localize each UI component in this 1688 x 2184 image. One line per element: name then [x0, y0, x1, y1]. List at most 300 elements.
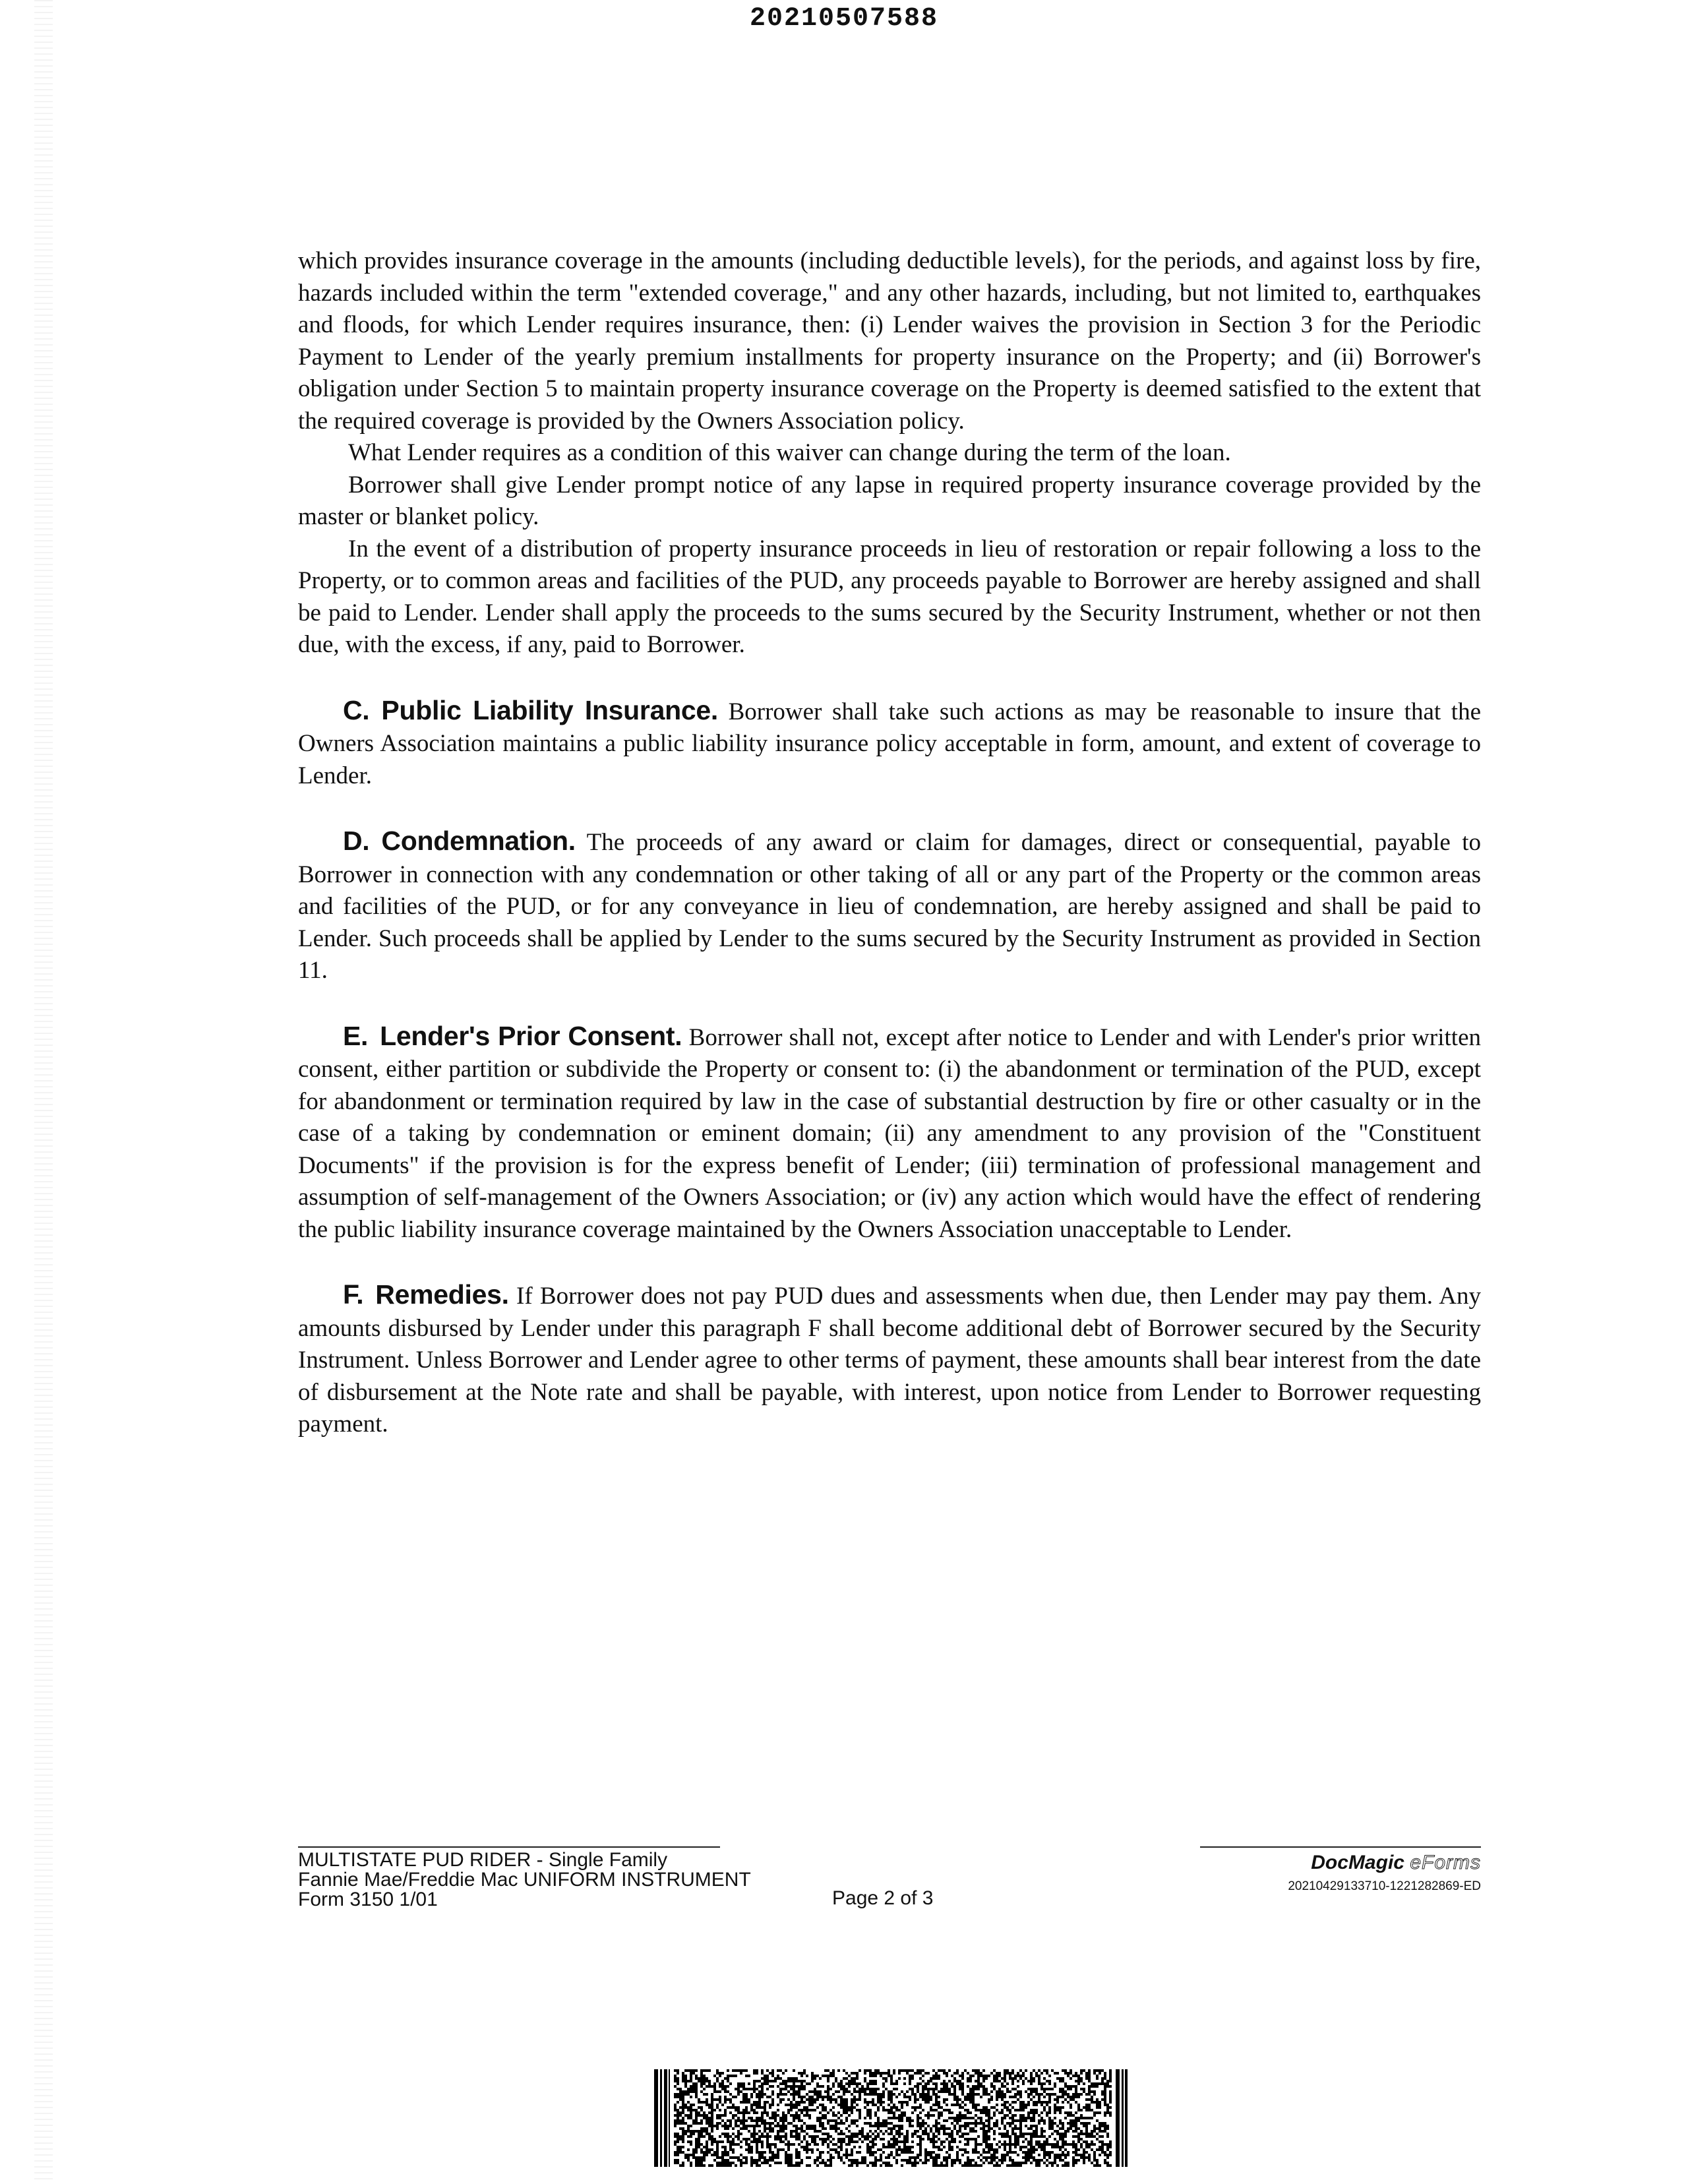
barcode-module: [758, 2135, 761, 2138]
barcode-module: [700, 2075, 703, 2077]
barcode-module: [750, 2162, 753, 2164]
barcode-module: [1072, 2085, 1075, 2088]
barcode-module: [853, 2096, 856, 2098]
barcode-module: [1046, 2159, 1048, 2162]
barcode-module: [961, 2093, 964, 2096]
barcode-module: [687, 2101, 690, 2104]
barcode-module: [980, 2111, 982, 2114]
barcode-module: [998, 2080, 1001, 2082]
barcode-module: [1067, 2101, 1070, 2104]
barcode-module: [930, 2096, 932, 2098]
barcode-module: [808, 2143, 811, 2146]
barcode-module: [893, 2156, 895, 2159]
barcode-module: [771, 2085, 774, 2088]
barcode-module: [903, 2135, 906, 2138]
barcode-module: [1033, 2088, 1035, 2090]
barcode-module: [716, 2106, 719, 2109]
barcode-module: [1088, 2154, 1091, 2156]
barcode-module: [690, 2125, 692, 2127]
barcode-module: [735, 2069, 737, 2072]
barcode-module: [1043, 2101, 1046, 2104]
barcode-module: [724, 2096, 727, 2098]
barcode-module: [682, 2146, 684, 2148]
barcode-module: [914, 2093, 917, 2096]
barcode-module: [835, 2119, 837, 2122]
barcode-module: [930, 2098, 932, 2101]
barcode-module: [824, 2162, 827, 2164]
barcode-module: [848, 2080, 851, 2082]
barcode-module: [764, 2156, 766, 2159]
barcode-module: [695, 2111, 698, 2114]
barcode-module: [1088, 2080, 1091, 2082]
barcode-module: [853, 2122, 856, 2125]
barcode-module: [866, 2109, 869, 2111]
barcode-module: [753, 2111, 756, 2114]
barcode-module: [888, 2133, 890, 2135]
barcode-module: [843, 2138, 845, 2140]
barcode-module: [1022, 2114, 1025, 2117]
barcode-module: [880, 2096, 882, 2098]
barcode-module: [732, 2114, 735, 2117]
barcode-module: [853, 2082, 856, 2085]
barcode-module: [795, 2125, 798, 2127]
barcode-module: [769, 2146, 771, 2148]
barcode-module: [808, 2104, 811, 2106]
barcode-module: [835, 2148, 837, 2151]
barcode-module: [869, 2111, 872, 2114]
barcode-module: [1006, 2130, 1009, 2133]
barcode-module: [1075, 2122, 1077, 2125]
barcode-module: [1062, 2135, 1064, 2138]
barcode-module: [1051, 2088, 1054, 2090]
barcode-module: [975, 2122, 977, 2125]
barcode-module: [982, 2069, 985, 2072]
barcode-module: [771, 2130, 774, 2133]
barcode-module: [988, 2127, 990, 2130]
barcode-module: [1080, 2109, 1083, 2111]
barcode-module: [785, 2151, 787, 2154]
barcode-module: [800, 2127, 803, 2130]
barcode-module: [682, 2098, 684, 2101]
barcode-module: [1019, 2117, 1022, 2119]
barcode-module: [972, 2164, 975, 2167]
barcode-module: [866, 2164, 869, 2167]
barcode-module: [698, 2111, 700, 2114]
barcode-module: [1017, 2098, 1019, 2101]
barcode-module: [872, 2098, 874, 2101]
barcode-module: [782, 2114, 785, 2117]
barcode-module: [922, 2125, 924, 2127]
barcode-module: [977, 2122, 980, 2125]
barcode-module: [719, 2082, 721, 2085]
barcode-module: [1091, 2133, 1093, 2135]
barcode-module: [1004, 2085, 1006, 2088]
barcode-module: [1054, 2109, 1056, 2111]
barcode-module: [961, 2090, 964, 2093]
barcode-module: [748, 2117, 750, 2119]
barcode-module: [1033, 2111, 1035, 2114]
barcode-module: [729, 2119, 732, 2122]
barcode-module: [1048, 2122, 1051, 2125]
barcode-module: [682, 2093, 684, 2096]
barcode-module: [901, 2119, 903, 2122]
barcode-module: [740, 2082, 742, 2085]
barcode-module: [787, 2162, 790, 2164]
barcode-module: [687, 2125, 690, 2127]
barcode-module: [985, 2093, 988, 2096]
barcode-module: [856, 2119, 859, 2122]
barcode-module: [1025, 2104, 1027, 2106]
section-letter: E.: [343, 1020, 369, 1051]
barcode-module: [790, 2093, 793, 2096]
barcode-module: [980, 2154, 982, 2156]
barcode-module: [1054, 2138, 1056, 2140]
barcode-module: [851, 2140, 853, 2143]
barcode-module: [877, 2106, 880, 2109]
barcode-module: [690, 2164, 692, 2167]
barcode-module: [996, 2125, 998, 2127]
barcode-module: [893, 2114, 895, 2117]
barcode-module: [1004, 2159, 1006, 2162]
barcode-module: [819, 2077, 822, 2080]
barcode-module: [1006, 2082, 1009, 2085]
barcode-module: [724, 2162, 727, 2164]
barcode-module: [935, 2140, 938, 2143]
barcode-module: [872, 2162, 874, 2164]
barcode-module: [869, 2093, 872, 2096]
barcode-module: [798, 2143, 800, 2146]
barcode-module: [769, 2148, 771, 2151]
barcode-module: [758, 2159, 761, 2162]
barcode-module: [1091, 2101, 1093, 2104]
barcode-module: [972, 2106, 975, 2109]
barcode-module: [774, 2125, 777, 2127]
barcode-module: [874, 2082, 877, 2085]
barcode-module: [1035, 2104, 1038, 2106]
barcode-module: [761, 2162, 764, 2164]
barcode-module: [695, 2138, 698, 2140]
barcode-module: [814, 2090, 816, 2093]
barcode-module: [888, 2093, 890, 2096]
barcode-module: [903, 2077, 906, 2080]
barcode-module: [864, 2080, 866, 2082]
barcode-module: [777, 2077, 779, 2080]
barcode-module: [785, 2093, 787, 2096]
barcode-module: [885, 2125, 888, 2127]
barcode-module: [1072, 2156, 1075, 2159]
barcode-module: [906, 2104, 909, 2106]
barcode-module: [1104, 2093, 1106, 2096]
barcode-module: [816, 2090, 819, 2093]
barcode-module: [1077, 2104, 1080, 2106]
barcode-module: [779, 2069, 782, 2072]
barcode-module: [727, 2162, 729, 2164]
barcode-module: [969, 2088, 972, 2090]
barcode-module: [903, 2138, 906, 2140]
barcode-module: [1001, 2096, 1004, 2098]
barcode-guard-bar: [660, 2069, 662, 2167]
barcode-module: [766, 2133, 769, 2135]
barcode-module: [1040, 2148, 1043, 2151]
barcode-module: [761, 2072, 764, 2075]
barcode-module: [898, 2135, 901, 2138]
barcode-module: [1077, 2159, 1080, 2162]
barcode-module: [674, 2106, 677, 2109]
barcode-module: [774, 2162, 777, 2164]
barcode-module: [1064, 2162, 1067, 2164]
barcode-module: [1067, 2096, 1070, 2098]
barcode-module: [1006, 2114, 1009, 2117]
barcode-module: [890, 2077, 893, 2080]
barcode-module: [938, 2156, 940, 2159]
barcode-module: [795, 2162, 798, 2164]
barcode-module: [906, 2130, 909, 2133]
barcode-module: [1011, 2143, 1014, 2146]
barcode-module: [753, 2162, 756, 2164]
barcode-module: [911, 2069, 914, 2072]
barcode-module: [711, 2114, 713, 2117]
barcode-module: [927, 2125, 930, 2127]
barcode-module: [679, 2151, 682, 2154]
barcode-module: [824, 2164, 827, 2167]
barcode-module: [861, 2140, 864, 2143]
barcode-module: [1017, 2080, 1019, 2082]
barcode-module: [1046, 2151, 1048, 2154]
barcode-module: [967, 2080, 969, 2082]
barcode-module: [885, 2122, 888, 2125]
barcode-module: [1022, 2072, 1025, 2075]
barcode-module: [996, 2093, 998, 2096]
barcode-module: [985, 2111, 988, 2114]
barcode-module: [719, 2072, 721, 2075]
barcode-module: [819, 2096, 822, 2098]
barcode-module: [703, 2130, 706, 2133]
barcode-module: [961, 2148, 964, 2151]
barcode-module: [785, 2114, 787, 2117]
barcode-module: [756, 2119, 758, 2122]
barcode-module: [977, 2117, 980, 2119]
barcode-module: [988, 2075, 990, 2077]
barcode-module: [917, 2119, 919, 2122]
barcode-module: [948, 2080, 951, 2082]
barcode-module: [932, 2164, 935, 2167]
barcode-module: [967, 2111, 969, 2114]
barcode-module: [898, 2069, 901, 2072]
barcode-module: [1001, 2104, 1004, 2106]
barcode-module: [943, 2090, 946, 2093]
barcode-module: [848, 2140, 851, 2143]
barcode-module: [922, 2090, 924, 2093]
barcode-module: [901, 2148, 903, 2151]
barcode-module: [737, 2138, 740, 2140]
barcode-module: [674, 2077, 677, 2080]
barcode-module: [969, 2077, 972, 2080]
barcode-module: [713, 2159, 716, 2162]
barcode-module: [935, 2075, 938, 2077]
barcode-module: [972, 2159, 975, 2162]
barcode-module: [1067, 2085, 1070, 2088]
barcode-module: [882, 2096, 885, 2098]
barcode-module: [782, 2117, 785, 2119]
barcode-module: [1109, 2096, 1112, 2098]
barcode-module: [1085, 2133, 1088, 2135]
barcode-module: [1006, 2143, 1009, 2146]
barcode-module: [872, 2090, 874, 2093]
barcode-module: [898, 2148, 901, 2151]
barcode-module: [732, 2117, 735, 2119]
barcode-module: [853, 2090, 856, 2093]
barcode-module: [719, 2090, 721, 2093]
barcode-module: [740, 2069, 742, 2072]
barcode-module: [1040, 2101, 1043, 2104]
barcode-module: [800, 2088, 803, 2090]
barcode-module: [840, 2119, 843, 2122]
barcode-module: [758, 2101, 761, 2104]
barcode-module: [985, 2090, 988, 2093]
barcode-module: [959, 2080, 961, 2082]
barcode-module: [761, 2111, 764, 2114]
barcode-module: [835, 2122, 837, 2125]
barcode-module: [1004, 2114, 1006, 2117]
barcode-module: [996, 2164, 998, 2167]
barcode-module: [996, 2148, 998, 2151]
barcode-module: [1088, 2072, 1091, 2075]
barcode-module: [938, 2138, 940, 2140]
barcode-module: [690, 2090, 692, 2093]
barcode-module: [719, 2140, 721, 2143]
barcode-module: [927, 2088, 930, 2090]
barcode-module: [990, 2143, 993, 2146]
barcode-module: [961, 2077, 964, 2080]
barcode-module: [1104, 2111, 1106, 2114]
barcode-module: [961, 2154, 964, 2156]
barcode-module: [753, 2082, 756, 2085]
barcode-module: [779, 2098, 782, 2101]
barcode-module: [1070, 2072, 1072, 2075]
barcode-module: [903, 2148, 906, 2151]
barcode-module: [872, 2125, 874, 2127]
barcode-module: [972, 2098, 975, 2101]
barcode-module: [787, 2080, 790, 2082]
barcode-module: [851, 2148, 853, 2151]
barcode-module: [1070, 2104, 1072, 2106]
barcode-module: [906, 2138, 909, 2140]
barcode-module: [859, 2130, 861, 2133]
barcode-module: [872, 2140, 874, 2143]
barcode-module: [882, 2138, 885, 2140]
barcode-module: [943, 2101, 946, 2104]
barcode-module: [766, 2088, 769, 2090]
barcode-module: [919, 2069, 922, 2072]
barcode-module: [811, 2096, 814, 2098]
barcode-module: [1048, 2135, 1051, 2138]
barcode-module: [711, 2164, 713, 2167]
barcode-module: [1091, 2117, 1093, 2119]
barcode-module: [800, 2082, 803, 2085]
barcode-module: [961, 2164, 964, 2167]
barcode-module: [932, 2135, 935, 2138]
barcode-module: [880, 2164, 882, 2167]
barcode-module: [1080, 2156, 1083, 2159]
barcode-module: [890, 2127, 893, 2130]
barcode-module: [787, 2148, 790, 2151]
barcode-module: [924, 2151, 927, 2154]
barcode-module: [706, 2101, 708, 2104]
barcode-module: [1101, 2143, 1104, 2146]
barcode-module: [874, 2130, 877, 2133]
barcode-module: [1056, 2140, 1059, 2143]
barcode-module: [795, 2117, 798, 2119]
barcode-module: [853, 2088, 856, 2090]
barcode-module: [1043, 2077, 1046, 2080]
barcode-module: [1075, 2162, 1077, 2164]
barcode-module: [735, 2164, 737, 2167]
barcode-module: [1004, 2140, 1006, 2143]
barcode-module: [898, 2146, 901, 2148]
barcode-module: [708, 2080, 711, 2082]
barcode-module: [779, 2138, 782, 2140]
barcode-module: [695, 2085, 698, 2088]
barcode-module: [1075, 2075, 1077, 2077]
barcode-module: [1085, 2104, 1088, 2106]
barcode-module: [793, 2143, 795, 2146]
barcode-module: [993, 2148, 996, 2151]
barcode-module: [903, 2082, 906, 2085]
barcode-module: [793, 2104, 795, 2106]
barcode-module: [956, 2130, 959, 2133]
barcode-module: [1033, 2125, 1035, 2127]
barcode-module: [859, 2162, 861, 2164]
barcode-module: [885, 2109, 888, 2111]
barcode-module: [764, 2109, 766, 2111]
barcode-module: [682, 2122, 684, 2125]
barcode-module: [967, 2156, 969, 2159]
barcode-module: [998, 2133, 1001, 2135]
barcode-module: [911, 2162, 914, 2164]
barcode-module: [703, 2127, 706, 2130]
barcode-module: [1096, 2104, 1099, 2106]
barcode-module: [985, 2114, 988, 2117]
barcode-module: [901, 2111, 903, 2114]
barcode-module: [1091, 2082, 1093, 2085]
barcode-module: [1054, 2156, 1056, 2159]
barcode-module: [969, 2075, 972, 2077]
barcode-module: [1093, 2154, 1096, 2156]
barcode-module: [753, 2080, 756, 2082]
barcode-module: [953, 2104, 956, 2106]
barcode-module: [935, 2164, 938, 2167]
barcode-module: [856, 2140, 859, 2143]
barcode-module: [853, 2135, 856, 2138]
barcode-module: [814, 2135, 816, 2138]
barcode-module: [961, 2114, 964, 2117]
barcode-module: [793, 2125, 795, 2127]
barcode-module: [1048, 2080, 1051, 2082]
barcode-module: [677, 2109, 679, 2111]
barcode-module: [1054, 2122, 1056, 2125]
barcode-module: [890, 2133, 893, 2135]
barcode-module: [919, 2146, 922, 2148]
barcode-module: [1046, 2101, 1048, 2104]
barcode-module: [1043, 2154, 1046, 2156]
barcode-module: [769, 2106, 771, 2109]
barcode-module: [779, 2148, 782, 2151]
barcode-module: [975, 2119, 977, 2122]
barcode-module: [764, 2159, 766, 2162]
barcode-module: [1030, 2154, 1033, 2156]
barcode-module: [800, 2159, 803, 2162]
barcode-module: [1096, 2164, 1099, 2167]
